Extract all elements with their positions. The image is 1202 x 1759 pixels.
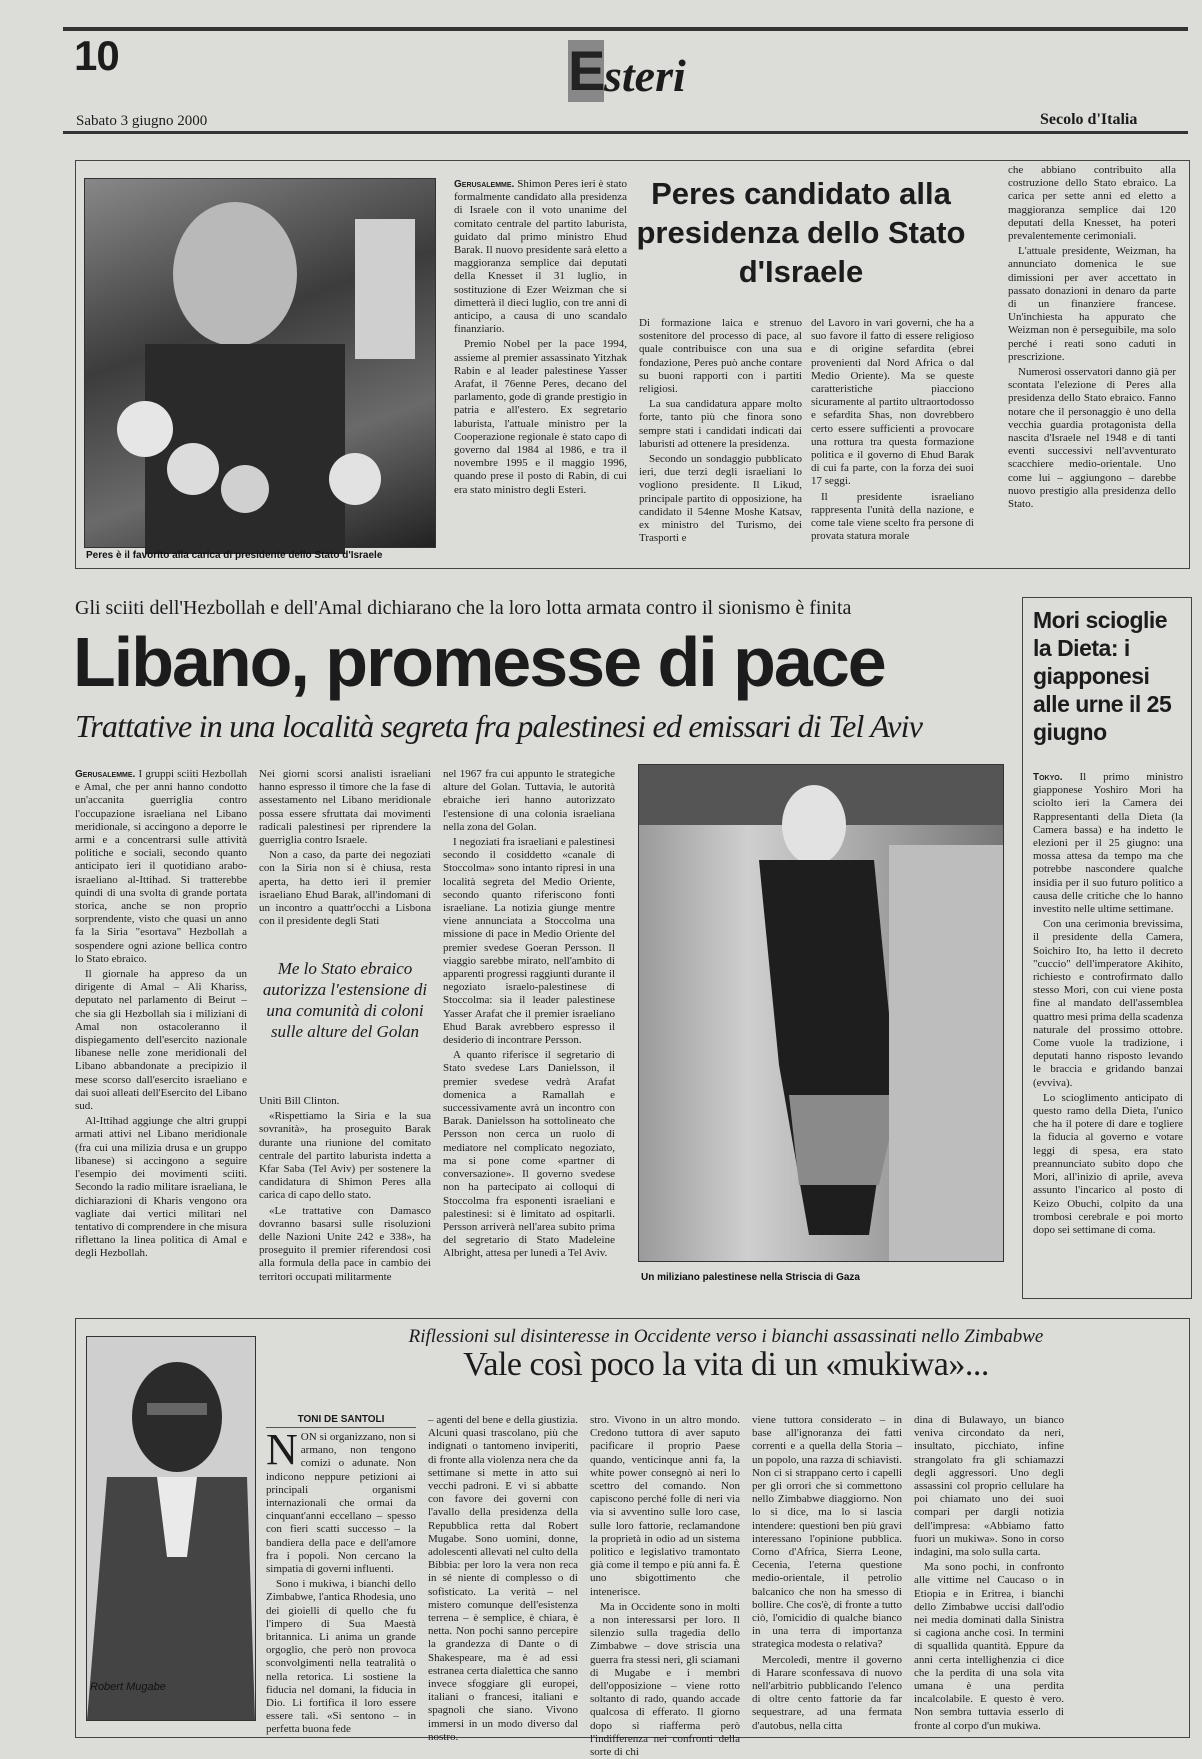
libano-col-1 bbox=[75, 768, 247, 1292]
zimbabwe-col1-p1: ON si organizzano, non si armano, non tengono comizi o adunate. Non indicono neppure petizioni ai principali organismi internazionali che ormai da cinquant'anni eccellano – spesso con fieri scatti successo – la bandiera della pace e dell'amore fra i popoli. Non cercano la simpatia di governi influenti. bbox=[266, 1431, 416, 1576]
peres-photo bbox=[84, 178, 436, 548]
peres-col1-p2: Premio Nobel per la pace 1994, assieme al premier assassinato Yitzhak Rabin e al leader palestinese Yasser Arafat, il 76enne Peres, decano del parlamento, gode di grande prestigio in patria e all'estero. Ex segretario laburista, l'attuale ministro per la Cooperazione regionale è stato capo di governo dal 1984 al 1986, e tra il novembre 1995 e il maggio 1996, quando prese il posto di Rabin, di cui era stato ministro degli Esteri. bbox=[454, 338, 627, 496]
libano-photo-art bbox=[639, 765, 1003, 1261]
peres-col3-p2: Il presidente israeliano rappresenta l'unità della nazione, e come tale viene scelto fra persone di provata statura morale bbox=[811, 490, 974, 543]
masthead-paper: Secolo d'Italia bbox=[1040, 111, 1138, 128]
peres-col1-p1: Shimon Peres ieri è stato formalmente candidato alla presidenza di Israele con il voto unanime del comitato centrale del partito laburista, guidato dal primo ministro Ehud Barak. Il nuovo presidente sarà eletto a maggioranza semplice dai deputati della Knesset il 31 luglio, in sostituzione di Ezer Weizman che si dimetterà il dieci luglio, con tre anni di anticipo, a causa di uno scandalo finanziario. bbox=[454, 178, 627, 336]
mori-body-p3: Lo scioglimento anticipato di questo ramo della Dieta, l'unico che ha il potere di dare e togliere la fiducia al governo e votare leggi di spesa, era stato preannunciato subito dopo che Mori, all'inizio di aprile, aveva assunto l'incarico al posto di Keizo Obuchi, colpito da una trombosi cerebrale e poi morto dopo sei settimane di coma. bbox=[1033, 1091, 1183, 1236]
mugabe-photo-art bbox=[87, 1337, 255, 1720]
mugabe-photo-caption: Robert Mugabe bbox=[90, 1681, 166, 1693]
libano-dateline: Gerusalemme. bbox=[75, 769, 136, 780]
zimbabwe-col3-p1: stro. Vivono in un altro mondo. Credono tuttora di aver saputo pacificare il proprio Paese quando, venticinque anni fa, la white power consegnò ai neri lo scettro del comando. Non capiscono perché folle di neri via via si avventino sulle loro case, sulle loro fattorie, reclamandone la proprietà in odio ad un sistema politico e legislativo tramontato già come il tempo e più anni fa. È uno sbigottimento che intenerisce. bbox=[590, 1414, 740, 1598]
zimbabwe-dropcap: N bbox=[266, 1425, 298, 1474]
libano-col2b-p2: «Rispettiamo la Siria e la sua sovranità», ha proseguito Barak durante una riunione del comitato centrale del partito laburista indetta a Kfar Saba (Tel Aviv) per sostenere la candidatura di Shimon Peres alla carica di capo dello stato. bbox=[259, 1110, 431, 1202]
libano-subhead: Trattative in una località segreta fra palestinesi ed emissari di Tel Aviv bbox=[75, 708, 923, 744]
section-rest: steri bbox=[604, 50, 686, 101]
libano-photo bbox=[638, 764, 1004, 1262]
peres-col2-p3: Secondo un sondaggio pubblicato ieri, due terzi degli israeliani lo vogliono presidente. Il Likud, principale partito di opposizione, ha candidato il 54enne Moshe Katsav, ex ministro del Turismo, dei Trasporti e bbox=[639, 453, 802, 545]
zimbabwe-col4-p1: viene tuttora considerato – in base all'ignoranza dei fatti correnti e a quella della Storia – un popolo, una razza di schiavisti. Non ci si strappano certo i capelli per gli orrori che si commettono nello Zimbabwe diaggiorno. Non lo si dice, ma lo si lascia intendere: questioni ben più gravi interessano l'opinione pubblica. Corno d'Africa, Sierra Leone, Cecenia, l'eterna questione medio-orientale, il petrolio balcanico che non ha smesso di bollire. Che cos'è, di fronte a tutto ciò, l'omicidio di qualche bianco in una terra di importanza strategica modesta o relativa? bbox=[752, 1414, 902, 1651]
mori-sidebar bbox=[1022, 597, 1192, 1299]
peres-col4-p3: Numerosi osservatori danno già per scontata l'elezione di Peres alla presidenza dello Stato ebraico. Fanno notare che il personaggio è uno della vecchia guardia protagonista della nascita d'Israele nel 1948 e di tanti eventi successivi nell'avventurato scacchiere medio-orientale. Uno come lui – aggiungono – darebbe nuovo prestigio alla presidenza dello Stato. bbox=[1008, 366, 1176, 511]
libano-col1-p2: Il giornale ha appreso da un dirigente di Amal – Ali Khariss, deputato nel parlamento di Beirut – che sia gli Hezbollah sia i miliziani di Amal non ostacoleranno il dispiegamento dell'esercito nazionale libanese nelle zone meridionali del Libano abbandonate a precipizio il mese scorso dall'esercito israeliano e dai suoi alleati dell'Esercito del Libano sud. bbox=[75, 968, 247, 1113]
libano-col1-p1: I gruppi sciiti Hezbollah e Amal, che per anni hanno condotto un'accanita guerriglia contro l'occupazione israeliana nel Libano meridionale, si accingono a deporre le armi e a concentrarsi sulle attività politiche e sociali, secondo quanto anticipato ieri il quotidiano arabo-israeliano al-Ittihad. Si tratterebbe quindi di una svolta di grande portata storica, anche se non proprio sorprendente, visto che quasi un anno fa la Siria "esortava" Hezbollah a sospendere ogni azione bellica contro lo Stato ebraico. bbox=[75, 768, 247, 965]
libano-col-2b bbox=[259, 1095, 431, 1292]
zimbabwe-article bbox=[75, 1318, 1190, 1759]
libano-col-3 bbox=[443, 768, 615, 1292]
peres-title: Peres candidato alla presidenza dello Stato d'Israele bbox=[636, 176, 966, 289]
masthead-date: Sabato 3 giugno 2000 bbox=[76, 113, 208, 129]
peres-col-2 bbox=[639, 317, 802, 551]
libano-col-2 bbox=[259, 768, 431, 942]
zimbabwe-col-1 bbox=[266, 1425, 416, 1736]
libano-col3-p3: A quanto riferisce il segretario di Stato svedese Lars Danielsson, il premier svedese vedrà Arafat domenica a Ramallah e successivamente avrà un incontro con Barak. Danielsson ha sottolineato che Persson non cerca un ruolo di mediatore nel complicato negoziato, ma si pone come «partner di conversazione». Il governo svedese non ha partecipato ai colloqui di Stoccolma fra esponenti israeliani e palestinesi: si è limitato ad ospitarli. Persson arriverà nell'area subito prima del segretario di Stato Madeleine Albright, attesa per lunedì a Tel Aviv. bbox=[443, 1049, 615, 1260]
peres-col2-p1: Di formazione laica e strenuo sostenitore del processo di pace, al quale contribuisce con una sua fondazione, Peres può anche contare su buoni rapporti con i partiti religiosi. bbox=[639, 317, 802, 396]
zimbabwe-col4-p2: Mercoledì, mentre il governo di Harare sconfessava di nuovo nell'arbitrio pubblicando l'elenco di oltre cento fattorie da far sequestrare, ad una fermata d'autobus, nella citta bbox=[752, 1653, 902, 1732]
zimbabwe-headline: Vale così poco la vita di un «mukiwa»... bbox=[463, 1346, 989, 1383]
peres-photo-caption: Peres è il favorito alla carica di presidente dello Stato d'Israele bbox=[86, 550, 383, 561]
zimbabwe-col5-p1: dina di Bulawayo, un bianco veniva circondato da neri, insultato, picchiato, infine strangolato fra gli schiamazzi degli aggressori. Uno degli assassini col proprio cellulare ha poi chiamato uno dei suoi compari per dargli notizia dell'impresa: «Abbiamo fatto fuori un mukiwa». Sono in corso indagini, ma solo sulla carta. bbox=[914, 1414, 1064, 1559]
peres-col-4 bbox=[1008, 164, 1176, 554]
peres-col-3 bbox=[811, 317, 974, 551]
zimbabwe-kicker: Riflessioni sul disinteresse in Occidente verso i bianchi assassinati nello Zimbabwe bbox=[408, 1326, 1044, 1347]
zimbabwe-col5-p2: Ma sono pochi, in confronto alle vittime nel Caucaso o in Etiopia e in Eritrea, i bianchi dello Zimbabwe uccisi dall'odio nei media dominati dalla Sinistra si cagiona anche così. In termini di squallida quantità. Eppure da anni certa intellighenzia ci dice che la perdita di una sola vita umana è una perdita incalcolabile. E questo è vero. Non sembra tuttavia esserlo di fronte al corpo d'un mukiwa. bbox=[914, 1561, 1064, 1732]
peres-dateline: Gerusalemme. bbox=[454, 179, 515, 190]
libano-photo-caption: Un miliziano palestinese nella Striscia di Gaza bbox=[641, 1272, 860, 1283]
mori-body-p1: Il primo ministro giapponese Yoshiro Mori ha sciolto ieri la Camera dei Rappresentanti della Dieta (la Camera bassa) e ha indetto le elezioni per il 25 giugno: una mossa attesa da tempo ma che potrebbe nascondere qualche insidia per il suo futuro politico a causa delle critiche che lo hanno investito nelle ultime settimane. bbox=[1033, 771, 1183, 916]
zimbabwe-col-5 bbox=[914, 1414, 1064, 1732]
peres-col4-p1: che abbiano contribuito alla costruzione dello Stato ebraico. La carica per sette anni ed eletto a maggioranza semplice dai 120 deputati della Knesset, ha poteri prevalentemente cerimoniali. bbox=[1008, 164, 1176, 243]
libano-col2b-p1: Uniti Bill Clinton. bbox=[259, 1095, 340, 1107]
zimbabwe-col3-p2: Ma in Occidente sono in molti a non interessarsi per loro. Il silenzio sulla tragedia dello Zimbabwe – dove striscia una guerra fra stessi neri, gli sciamani di Mugabe e i membri dell'opposizione – viene rotto soltanto di rado, quando accade qualcosa di efferato. Il giorno dopo si riafferma però l'indifferenza nei confronti della sorte di chi bbox=[590, 1600, 740, 1759]
libano-col1-p3: Al-Ittihad aggiunge che altri gruppi armati attivi nel Libano meridionale (fra cui una milizia drusa e un gruppo libanese) si accingono a seguire l'esempio dei movimenti sciiti. Secondo la radio militare israeliana, le dichiarazioni di Kharis vengono ora vagliate dai vertici militari nel tentativo di comprendere in che misura riflettano la linea politica di Amal e degli Hezbollah. bbox=[75, 1115, 247, 1260]
zimbabwe-col1-p2: Sono i mukiwa, i bianchi dello Zimbabwe, l'antica Rhodesia, uno dei gioielli di quello che fu l'impero di Sua Maestà britannica. Li anima un grande orgoglio, che però non provoca sconvolgimenti nella teatralità o nella retorica. Li sostiene la fiducia nel domani, la fiducia in Dio. Li fortifica il loro essere essere tali. «Si sentono – in perfetta buona fede bbox=[266, 1578, 416, 1736]
mori-body-p2: Con una cerimonia brevissima, il presidente della Camera, Soichiro Ito, ha letto il decreto "cuccio" dell'imperatore Akihito, richiesto e controfirmato dallo stesso Mori, con cui viene posta fine al mandato dell'assemblea quattro mesi prima della scadenza naturale del prossimo ottobre. Come vuole la tradizione, i deputati hanno risposto levando le braccia e gridando banzai (evviva). bbox=[1033, 918, 1183, 1089]
top-rule bbox=[63, 27, 1188, 31]
zimbabwe-author: TONI DE SANTOLI bbox=[266, 1414, 416, 1428]
peres-col4-p2: L'attuale presidente, Weizman, ha annunciato domenica le sue dimissioni per aver accettato in passato donazioni in denaro da parte di un finanziere francese. Un'inchiesta ha appurato che Weizman non è perseguibile, ma solo perché i reati sono caduti in prescrizione. bbox=[1008, 245, 1176, 363]
mori-dateline: Tokyo. bbox=[1033, 772, 1063, 783]
peres-col-1 bbox=[454, 178, 627, 550]
libano-col3-p2: I negoziati fra israeliani e palestinesi secondo il cosiddetto «canale di Stoccolma» sono intanto ripresi in una località segreta del Medio Oriente, secondo quanto riferiscono fonti israeliane. La notizia giunge mentre viene annunciata a Stoccolma una missione di pace in Medio Oriente del premier svedese Goeran Persson. Il viaggio sarebbe mirato, nell'ambito di apparenti progressi raggiunti durante il negoziato israelo-palestinese di Stoccolma: sia il leader palestinese Yasser Arafat che il premier israeliano Ehud Barak avrebbero espresso il desiderio di incontrare Persson. bbox=[443, 836, 615, 1047]
zimbabwe-col-3 bbox=[590, 1414, 740, 1759]
section-logo bbox=[568, 40, 686, 106]
libano-col2-p1: Nei giorni scorsi analisti israeliani hanno espresso il timore che la fase di assestamento nel Libano meridionale possa essere sfruttata dai movimenti radicali palestinesi per riprendere la guerriglia contro Israele. bbox=[259, 768, 431, 847]
peres-col2-p2: La sua candidatura appare molto forte, tanto più che finora sono sempre stati i candidati indicati dai laburisti ad ottenere la presidenza. bbox=[639, 398, 802, 450]
peres-photo-art bbox=[85, 179, 435, 547]
masthead-rule bbox=[63, 131, 1188, 134]
mugabe-photo bbox=[86, 1336, 256, 1721]
mori-title: Mori scioglie la Dieta: i giapponesi alle urne il 25 giugno bbox=[1033, 607, 1172, 745]
page-number: 10 bbox=[74, 32, 119, 79]
libano-kicker: Gli sciiti dell'Hezbollah e dell'Amal dichiarano che la loro lotta armata contro il sionismo è finita bbox=[75, 597, 852, 619]
zimbabwe-col-4 bbox=[752, 1414, 902, 1732]
libano-col2-p2: Non a caso, da parte dei negoziati con la Siria non si è chiusa, resta aperta, ha detto ieri il premier israeliano Ehud Barak, all'indomani di un incontro a quattr'occhi a Lisbona con il presidente degli Stati bbox=[259, 849, 431, 928]
libano-col3-p1: nel 1967 fra cui appunto le strategiche alture del Golan. Tuttavia, le autorità ebraiche ieri hanno autorizzato l'estensione di una colonia israeliana nella zona del Golan. bbox=[443, 768, 615, 833]
zimbabwe-col-2 bbox=[428, 1414, 578, 1743]
peres-article bbox=[75, 160, 1190, 569]
mori-body bbox=[1033, 771, 1183, 1291]
libano-headline: Libano, promesse di pace bbox=[73, 623, 885, 701]
peres-col3-p1: del Lavoro in vari governi, che ha a suo favore il fatto di essere religioso e di origine sefardita (ebrei provenienti dal Nord Africa o dal Medio Oriente). Ma se queste caratteristiche piacciono sicuramente al partito ultraortodosso e sefardita Shas, non dovrebbero certo essere sufficienti a provocare una rottura tra questa formazione politica e il governo di Ehud Barak di cui fa parte, con la forza dei suoi 17 seggi. bbox=[811, 317, 974, 488]
section-initial: E bbox=[568, 39, 606, 102]
libano-quote: Me lo Stato ebraico autorizza l'estensione di una comunità di coloni sulle alture del Golan bbox=[262, 959, 428, 1041]
zimbabwe-col2-p1: – agenti del bene e della giustizia. Alcuni quasi trascolano, più che indignati o tantomeno inviperiti, di fronte alla violenza nera che da settimane si mette in atto sui vecchi padroni. E vi si abbatte con favore dei governi con l'avallo della presidenza della Repubblica retta dal Robert Mugabe. Sono uomini, donne, adolescenti allevati nel culto della Bibbia: per loro la vera non reca in sé niente di complesso o di sofisticato. La verità – nel mistero comunque dell'esistenza terrena – è semplice, è chiara, è netta. Non pochi sanno percepire la grandezza di Dante o di Shakespeare, ma è ad essi estranea certa dialettica che sanno invece sfoggiare gli europei, italiani o francesi, italiani e spagnoli che siano. Vivono immersi in un modo diverso dal nostro. bbox=[428, 1414, 578, 1743]
libano-col2b-p3: «Le trattative con Damasco dovranno basarsi sulle risoluzioni delle Nazioni Unite 242 e 338», ha proseguito il premier riferendosi così alla formula della pace in cambio dei territori occupati militarmente bbox=[259, 1204, 431, 1283]
